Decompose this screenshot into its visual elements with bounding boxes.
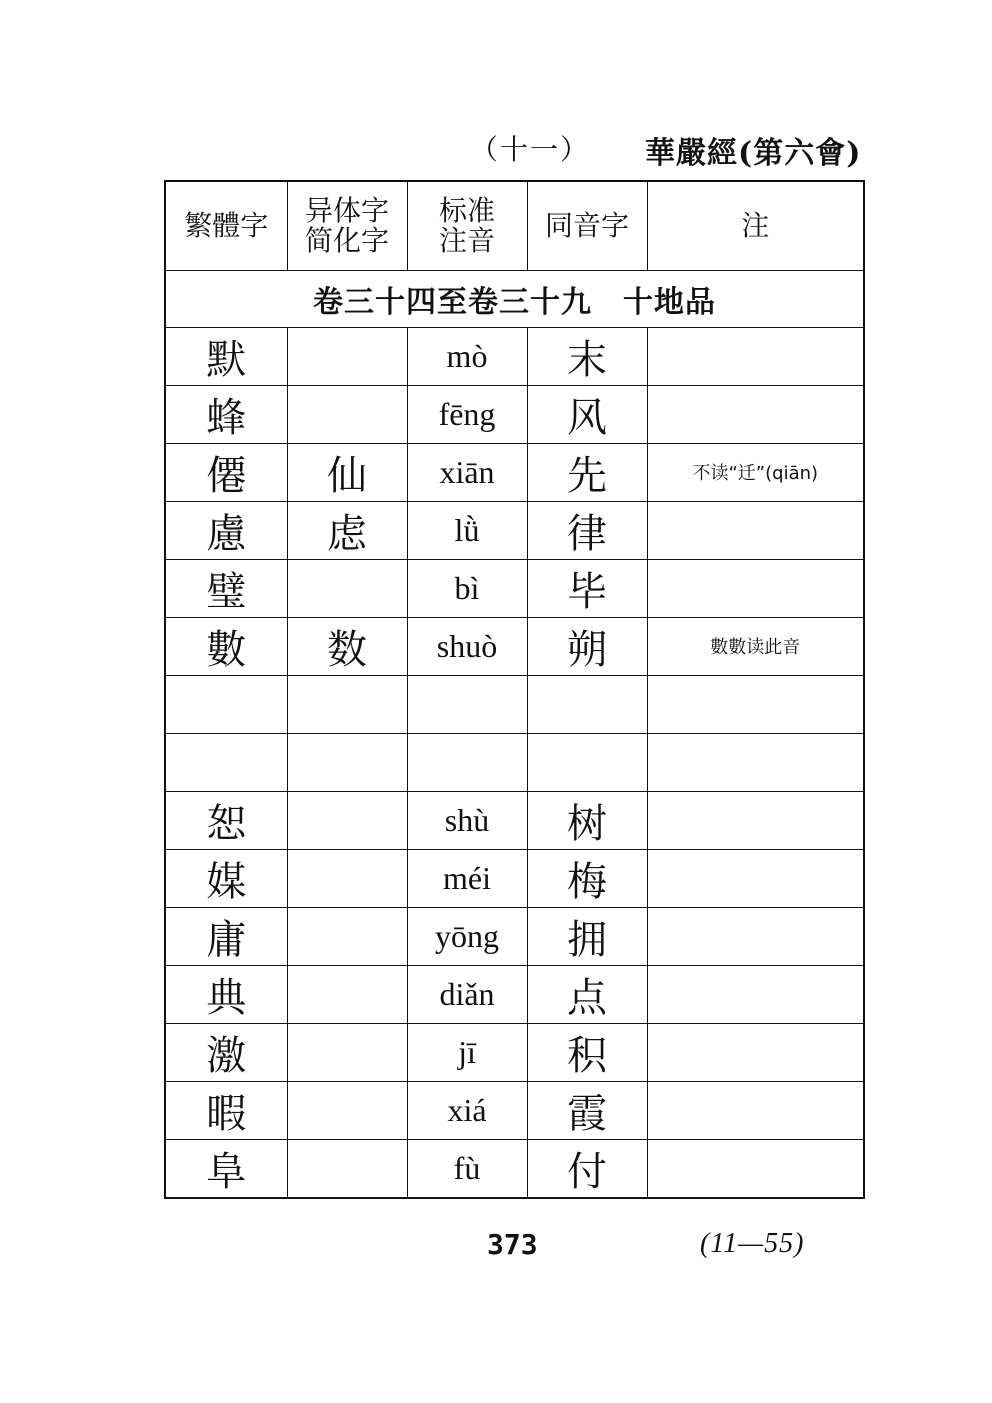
cell-note bbox=[647, 733, 864, 791]
cell-homophone: 先 bbox=[527, 443, 647, 501]
cell-homophone bbox=[527, 733, 647, 791]
column-header-homophone: 同音字 bbox=[527, 181, 647, 270]
cell-note bbox=[647, 559, 864, 617]
table-row bbox=[165, 791, 864, 849]
cell-note bbox=[647, 1023, 864, 1081]
cell-note bbox=[647, 1139, 864, 1198]
cell-simplified bbox=[287, 965, 407, 1023]
table-row bbox=[165, 1023, 864, 1081]
table-row bbox=[165, 733, 864, 791]
cell-traditional: 媒 bbox=[165, 849, 287, 907]
cell-homophone: 朔 bbox=[527, 617, 647, 675]
cell-pinyin: fēng bbox=[407, 385, 527, 443]
column-header-variant-line: 异体字 bbox=[304, 193, 389, 227]
page-code: (11—55) bbox=[700, 1228, 805, 1259]
table-row bbox=[165, 501, 864, 559]
cell-homophone: 拥 bbox=[527, 907, 647, 965]
table-header-row bbox=[165, 181, 864, 270]
cell-note bbox=[647, 501, 864, 559]
cell-traditional bbox=[165, 675, 287, 733]
cell-homophone: 律 bbox=[527, 501, 647, 559]
cell-pinyin: shù bbox=[407, 791, 527, 849]
table-row bbox=[165, 907, 864, 965]
cell-pinyin: xiá bbox=[407, 1081, 527, 1139]
cell-traditional bbox=[165, 733, 287, 791]
cell-traditional: 暇 bbox=[165, 1081, 287, 1139]
cell-traditional: 默 bbox=[165, 327, 287, 385]
column-header-note: 注 bbox=[647, 181, 864, 270]
cell-pinyin: méi bbox=[407, 849, 527, 907]
cell-pinyin: lǜ bbox=[407, 501, 527, 559]
table-row bbox=[165, 559, 864, 617]
cell-traditional: 恕 bbox=[165, 791, 287, 849]
cell-homophone: 积 bbox=[527, 1023, 647, 1081]
cell-note bbox=[647, 965, 864, 1023]
page-title: 華嚴經(第六會) bbox=[645, 136, 862, 171]
table-row bbox=[165, 1081, 864, 1139]
cell-simplified: 虑 bbox=[287, 501, 407, 559]
column-header-standard-line: 标准 bbox=[438, 193, 495, 227]
cell-simplified bbox=[287, 675, 407, 733]
cell-homophone: 点 bbox=[527, 965, 647, 1023]
cell-note bbox=[647, 791, 864, 849]
table-row bbox=[165, 675, 864, 733]
cell-homophone: 梅 bbox=[527, 849, 647, 907]
cell-simplified bbox=[287, 907, 407, 965]
cell-pinyin: jī bbox=[407, 1023, 527, 1081]
section-title: 卷三十四至卷三十九 十地品 bbox=[165, 270, 864, 327]
cell-simplified bbox=[287, 1081, 407, 1139]
cell-pinyin: mò bbox=[407, 327, 527, 385]
cell-homophone: 树 bbox=[527, 791, 647, 849]
cell-homophone: 毕 bbox=[527, 559, 647, 617]
column-header-notation-line: 注音 bbox=[438, 223, 495, 257]
table-row bbox=[165, 849, 864, 907]
cell-pinyin: bì bbox=[407, 559, 527, 617]
cell-note bbox=[647, 849, 864, 907]
cell-pinyin bbox=[407, 733, 527, 791]
cell-note: 數數读此音 bbox=[647, 617, 864, 675]
column-header-simplified-line: 简化字 bbox=[304, 223, 389, 257]
cell-pinyin: yōng bbox=[407, 907, 527, 965]
cell-note bbox=[647, 675, 864, 733]
glossary-table bbox=[164, 180, 865, 1199]
cell-traditional: 阜 bbox=[165, 1139, 287, 1198]
cell-traditional: 激 bbox=[165, 1023, 287, 1081]
cell-pinyin bbox=[407, 675, 527, 733]
column-header-pinyin bbox=[407, 181, 527, 270]
cell-simplified bbox=[287, 791, 407, 849]
cell-homophone: 霞 bbox=[527, 1081, 647, 1139]
table-row bbox=[165, 443, 864, 501]
cell-simplified bbox=[287, 733, 407, 791]
cell-pinyin: diǎn bbox=[407, 965, 527, 1023]
cell-simplified bbox=[287, 327, 407, 385]
cell-simplified: 仙 bbox=[287, 443, 407, 501]
cell-note: 不读“迁”(qiān) bbox=[647, 443, 864, 501]
cell-pinyin: shuò bbox=[407, 617, 527, 675]
cell-simplified bbox=[287, 559, 407, 617]
section-number: （十一） bbox=[470, 133, 591, 166]
table-row bbox=[165, 327, 864, 385]
cell-simplified bbox=[287, 849, 407, 907]
cell-homophone: 风 bbox=[527, 385, 647, 443]
cell-homophone: 付 bbox=[527, 1139, 647, 1198]
table-row bbox=[165, 385, 864, 443]
cell-note bbox=[647, 1081, 864, 1139]
table-row bbox=[165, 965, 864, 1023]
cell-simplified bbox=[287, 385, 407, 443]
cell-simplified bbox=[287, 1139, 407, 1198]
cell-note bbox=[647, 385, 864, 443]
section-title-row bbox=[165, 270, 864, 327]
table-row bbox=[165, 617, 864, 675]
cell-simplified: 数 bbox=[287, 617, 407, 675]
cell-note bbox=[647, 907, 864, 965]
cell-homophone bbox=[527, 675, 647, 733]
cell-traditional: 典 bbox=[165, 965, 287, 1023]
cell-pinyin: xiān bbox=[407, 443, 527, 501]
cell-traditional: 蜂 bbox=[165, 385, 287, 443]
cell-traditional: 庸 bbox=[165, 907, 287, 965]
page-number: 373 bbox=[487, 1228, 538, 1261]
cell-traditional: 數 bbox=[165, 617, 287, 675]
cell-simplified bbox=[287, 1023, 407, 1081]
cell-note bbox=[647, 327, 864, 385]
column-header-traditional: 繁體字 bbox=[165, 181, 287, 270]
cell-homophone: 末 bbox=[527, 327, 647, 385]
table-row bbox=[165, 1139, 864, 1198]
cell-pinyin: fù bbox=[407, 1139, 527, 1198]
cell-traditional: 僊 bbox=[165, 443, 287, 501]
cell-traditional: 璧 bbox=[165, 559, 287, 617]
column-header-variant-simplified bbox=[287, 181, 407, 270]
cell-traditional: 慮 bbox=[165, 501, 287, 559]
